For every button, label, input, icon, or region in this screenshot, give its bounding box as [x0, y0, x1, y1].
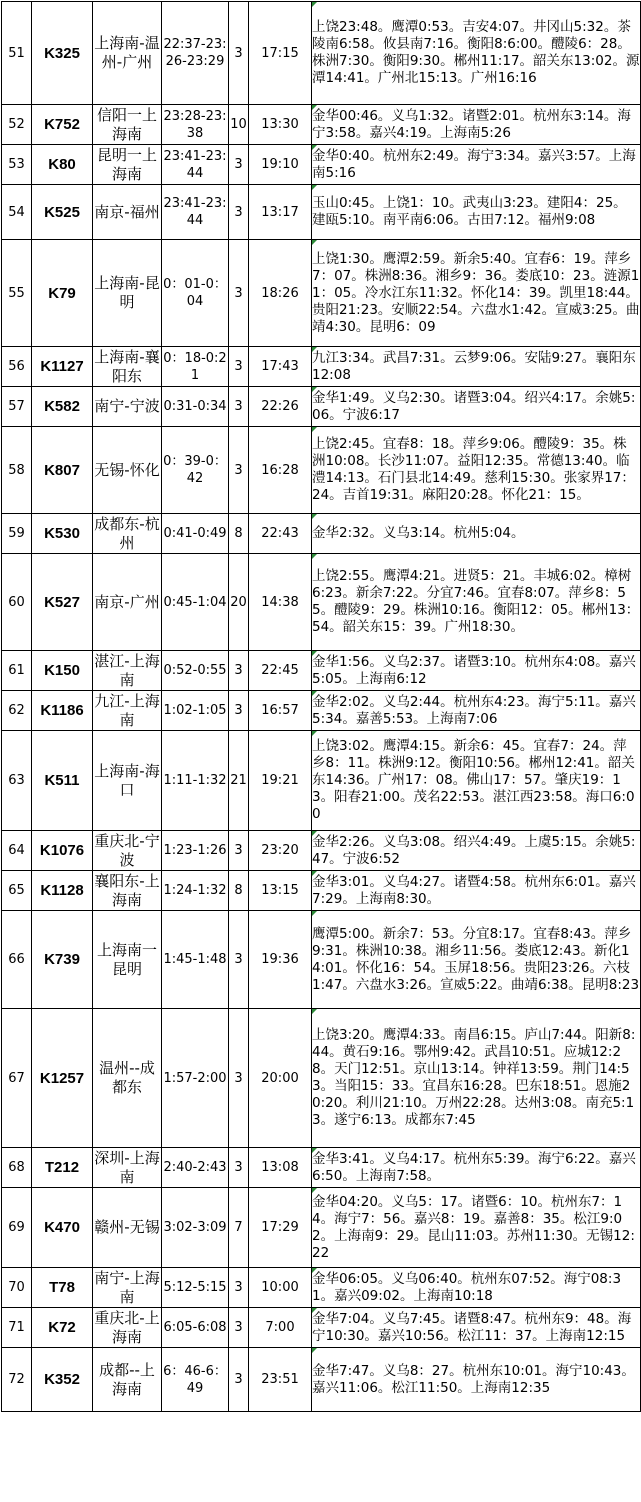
route: 上海南-昆明	[93, 240, 162, 347]
travel-duration: 16:28	[249, 427, 312, 514]
stop-minutes: 8	[229, 514, 249, 554]
arrival-departure-time: 23:28-23:38	[162, 105, 229, 145]
station-times: 玉山0:45。上饶1：10。武夷山3:23。建阳4：25。建瓯5:10。南平南6:06。古田7:12。福州9:08	[312, 185, 641, 240]
train-number: K352	[32, 1348, 93, 1412]
row-number: 62	[2, 691, 32, 731]
table-row	[2, 554, 641, 651]
route: 无锡-怀化	[93, 427, 162, 514]
stop-minutes: 3	[229, 145, 249, 185]
travel-duration: 18:26	[249, 240, 312, 347]
table-row	[2, 2, 641, 105]
station-times: 金华1:56。义乌2:37。诸暨3:10。杭州东4:08。嘉兴5:05。上海南6:12	[312, 651, 641, 691]
row-number: 65	[2, 871, 32, 911]
table-row	[2, 387, 641, 427]
route: 九江-上海南	[94, 691, 160, 729]
route: 上海南-海口	[93, 731, 162, 831]
row-number: 70	[2, 1268, 32, 1308]
table-row	[2, 731, 641, 831]
route: 重庆北-宁波	[94, 831, 160, 869]
travel-duration: 13:17	[249, 185, 312, 240]
stop-minutes: 3	[229, 651, 249, 691]
station-times: 上饶3:02。鹰潭4:15。新余6：45。宜春7：24。萍乡8：11。株洲9:12。衡阳10:56。郴州12:41。韶关东14:36。广州17：08。佛山17：57。肇庆19：13。阳春21:00。茂名22:53。湛江西23:58。海口6:00	[312, 731, 641, 831]
train-number: K525	[32, 185, 93, 240]
table-row	[2, 831, 641, 871]
train-number: K1257	[32, 1009, 93, 1148]
travel-duration: 19:21	[249, 731, 312, 831]
arrival-departure-time: 23:41-23:44	[162, 185, 229, 240]
arrival-departure-time: 22:37-23:26-23:29	[162, 2, 229, 105]
travel-duration: 17:15	[249, 2, 312, 105]
table-row	[2, 514, 641, 554]
route: 赣州-无锡	[93, 1188, 162, 1268]
arrival-departure-time: 6：46-6：49	[162, 1348, 229, 1412]
row-number: 56	[2, 347, 32, 387]
schedule-rows	[2, 2, 641, 1412]
arrival-departure-time: 0:45-1:04	[162, 554, 229, 651]
row-number: 67	[2, 1009, 32, 1148]
row-number: 54	[2, 185, 32, 240]
table-row	[2, 871, 641, 911]
train-number: K511	[32, 731, 93, 831]
stop-minutes: 3	[229, 240, 249, 347]
travel-duration: 13:08	[249, 1148, 312, 1188]
arrival-departure-time: 6:05-6:08	[162, 1308, 229, 1348]
arrival-departure-time: 1:24-1:32	[162, 871, 229, 911]
travel-duration: 20:00	[249, 1009, 312, 1148]
route: 湛江-上海南	[94, 651, 160, 689]
arrival-departure-time: 0:52-0:55	[162, 651, 229, 691]
stop-minutes: 3	[229, 1148, 249, 1188]
station-times: 上饶2:45。宜春8：18。萍乡9:06。醴陵9：35。株洲10:08。长沙11:07。益阳12:35。常德13:40。临澧14:13。石门县北14:49。慈利15:30。张家界17：24。吉首19:31。麻阳20:28。怀化21：15。	[312, 427, 641, 514]
train-number: K150	[32, 651, 93, 691]
travel-duration: 16:57	[249, 691, 312, 731]
travel-duration: 19:36	[249, 911, 312, 1009]
stop-minutes: 8	[229, 871, 249, 911]
arrival-departure-time: 1:23-1:26	[162, 831, 229, 871]
route: 重庆北-上海南	[94, 1308, 160, 1346]
train-number: K807	[32, 427, 93, 514]
stop-minutes: 21	[229, 731, 249, 831]
table-row	[2, 145, 641, 185]
table-row	[2, 911, 641, 1009]
row-number: 52	[2, 105, 32, 145]
row-number: 71	[2, 1308, 32, 1348]
train-number: K739	[32, 911, 93, 1009]
station-times: 金华3:01。义乌4:27。诸暨4:58。杭州东6:01。嘉兴7:29。上海南8:30。	[312, 871, 641, 911]
stop-minutes: 3	[229, 387, 249, 427]
arrival-departure-time: 0:41-0:49	[162, 514, 229, 554]
table-row	[2, 240, 641, 347]
table-row	[2, 347, 641, 387]
stop-minutes: 3	[229, 911, 249, 1009]
arrival-departure-time: 23:41-23:44	[162, 145, 229, 185]
arrival-departure-time: 2:40-2:43	[162, 1148, 229, 1188]
stop-minutes: 3	[229, 347, 249, 387]
travel-duration: 22:43	[249, 514, 312, 554]
table-row	[2, 427, 641, 514]
travel-duration: 14:38	[249, 554, 312, 651]
row-number: 63	[2, 731, 32, 831]
route: 南京-广州	[93, 554, 162, 651]
route: 成都--上海南	[93, 1348, 162, 1412]
stop-minutes: 3	[229, 1009, 249, 1148]
stop-minutes: 10	[229, 105, 249, 145]
train-number: K530	[32, 514, 93, 554]
arrival-departure-time: 3:02-3:09	[162, 1188, 229, 1268]
station-times: 金华7:47。义乌8：27。杭州东10:01。海宁10:43。嘉兴11:06。松江11:50。上海南12:35	[312, 1348, 641, 1412]
travel-duration: 23:20	[249, 831, 312, 871]
train-number: K527	[32, 554, 93, 651]
route: 深圳-上海南	[94, 1148, 160, 1186]
train-number: K325	[32, 2, 93, 105]
station-times: 九江3:34。武昌7:31。云梦9:06。安陆9:27。襄阳东12:08	[312, 347, 641, 387]
travel-duration: 17:43	[249, 347, 312, 387]
route: 南京-福州	[93, 185, 162, 240]
row-number: 64	[2, 831, 32, 871]
row-number: 61	[2, 651, 32, 691]
travel-duration: 23:51	[249, 1348, 312, 1412]
row-number: 69	[2, 1188, 32, 1268]
table-row	[2, 1348, 641, 1412]
train-number: K1128	[32, 871, 93, 911]
stop-minutes: 3	[229, 1348, 249, 1412]
travel-duration: 7:00	[249, 1308, 312, 1348]
row-number: 57	[2, 387, 32, 427]
arrival-departure-time: 0：18-0:21	[162, 347, 229, 387]
route: 成都东-杭州	[94, 514, 160, 552]
row-number: 55	[2, 240, 32, 347]
stop-minutes: 7	[229, 1188, 249, 1268]
station-times: 上饶23:48。鹰潭0:53。吉安4:07。井冈山5:32。茶陵南6:58。攸县南7:16。衡阳8:6:00。醴陵6：28。株洲7:30。衡阳9:30。郴州11:17。韶关东13:02。源潭14:41。广州北15:13。广州16:16	[312, 2, 641, 105]
arrival-departure-time: 0：01-0：04	[162, 240, 229, 347]
train-number: K582	[32, 387, 93, 427]
arrival-departure-time: 1:11-1:32	[162, 731, 229, 831]
station-times: 金华04:20。义乌5：17。诸暨6：10。杭州东7：14。海宁7：56。嘉兴8：19。嘉善8：35。松江9:02。上海南9：29。昆山11:03。苏州11:30。无锡12:22	[312, 1188, 641, 1268]
train-number: K1186	[32, 691, 93, 731]
station-times: 上饶3:20。鹰潭4:33。南昌6:15。庐山7:44。阳新8:44。黄石9:16。鄂州9:42。武昌10:51。应城12:28。天门12:51。京山13:14。钟祥13:59。荆门14:53。当阳15：33。宜昌东16:28。巴东18:51。恩施20:20。利川21:10。万州22:28。达州3:08。南充5:13。遂宁6:13。成都东7:45	[312, 1009, 641, 1148]
arrival-departure-time: 1:57-2:00	[162, 1009, 229, 1148]
route: 上海南-襄阳东	[94, 347, 160, 385]
train-number: K80	[32, 145, 93, 185]
row-number: 59	[2, 514, 32, 554]
row-number: 68	[2, 1148, 32, 1188]
station-times: 金华06:05。义乌06:40。杭州东07:52。海宁08:31。嘉兴09:02。上海南10:18	[312, 1268, 641, 1308]
stop-minutes: 3	[229, 427, 249, 514]
station-times: 金华2:32。义乌3:14。杭州5:04。	[312, 514, 641, 554]
arrival-departure-time: 1:45-1:48	[162, 911, 229, 1009]
table-row	[2, 691, 641, 731]
stop-minutes: 3	[229, 1308, 249, 1348]
train-schedule-table	[1, 1, 641, 1412]
train-number: K79	[32, 240, 93, 347]
table-row	[2, 105, 641, 145]
arrival-departure-time: 1:02-1:05	[162, 691, 229, 731]
route: 上海南-温州-广州	[93, 2, 162, 105]
station-times: 上饶2:55。鹰潭4:21。进贤5：21。丰城6:02。樟树6:23。新余7:22。分宜7:46。宜春8:07。萍乡8：55。醴陵9：29。株洲10:16。衡阳12：05。郴州13：54。韶关东15：39。广州18:30。	[312, 554, 641, 651]
table-row	[2, 1308, 641, 1348]
stop-minutes: 3	[229, 1268, 249, 1308]
travel-duration: 13:30	[249, 105, 312, 145]
travel-duration: 22:45	[249, 651, 312, 691]
stop-minutes: 3	[229, 185, 249, 240]
travel-duration: 19:10	[249, 145, 312, 185]
table-row	[2, 1188, 641, 1268]
train-number: K470	[32, 1188, 93, 1268]
row-number: 53	[2, 145, 32, 185]
table-row	[2, 651, 641, 691]
arrival-departure-time: 0:31-0:34	[162, 387, 229, 427]
route: 南宁-宁波	[93, 387, 162, 427]
row-number: 72	[2, 1348, 32, 1412]
train-number: T212	[32, 1148, 93, 1188]
station-times: 金华3:41。义乌4:17。杭州东5:39。海宁6:22。嘉兴6:50。上海南7:58。	[312, 1148, 641, 1188]
row-number: 51	[2, 2, 32, 105]
route: 襄阳东-上海南	[94, 871, 160, 909]
train-number: K1127	[32, 347, 93, 387]
route: 上海南一昆明	[93, 911, 162, 1009]
travel-duration: 13:15	[249, 871, 312, 911]
table-row	[2, 1148, 641, 1188]
row-number: 58	[2, 427, 32, 514]
train-number: K752	[32, 105, 93, 145]
row-number: 60	[2, 554, 32, 651]
arrival-departure-time: 0：39-0：42	[162, 427, 229, 514]
table-row	[2, 1268, 641, 1308]
table-row	[2, 1009, 641, 1148]
stop-minutes: 20	[229, 554, 249, 651]
route: 温州--成都东	[93, 1009, 162, 1148]
travel-duration: 22:26	[249, 387, 312, 427]
row-number: 66	[2, 911, 32, 1009]
station-times: 金华2:26。义乌3:08。绍兴4:49。上虞5:15。余姚5:47。宁波6:52	[312, 831, 641, 871]
travel-duration: 10:00	[249, 1268, 312, 1308]
station-times: 金华2:02。义乌2:44。杭州东4:23。海宁5:11。嘉兴5:34。嘉善5:53。上海南7:06	[312, 691, 641, 731]
stop-minutes: 3	[229, 831, 249, 871]
train-number: T78	[32, 1268, 93, 1308]
station-times: 上饶1:30。鹰潭2:59。新余5:40。宜春6：19。萍乡7：07。株洲8:36。湘乡9：36。娄底10：23。涟源11：05。冷水江东11:32。怀化14：39。凯里18:44。贵阳21:23。安顺22:54。六盘水1:42。宣威3:25。曲靖4:30。昆明6：09	[312, 240, 641, 347]
table-row	[2, 185, 641, 240]
route: 昆明一上海南	[93, 145, 162, 185]
station-times: 金华00:46。义乌1:32。诸暨2:01。杭州东3:14。海宁3:58。嘉兴4:19。上海南5:26	[312, 105, 641, 145]
train-number: K72	[32, 1308, 93, 1348]
station-times: 金华1:49。义乌2:30。诸暨3:04。绍兴4:17。余姚5:06。宁波6:17	[312, 387, 641, 427]
route: 南宁-上海南	[94, 1268, 160, 1306]
station-times: 金华7:04。义乌7:45。诸暨8:47。杭州东9：48。海宁10:30。嘉兴10:56。松江11：37。上海南12:15	[312, 1308, 641, 1348]
stop-minutes: 3	[229, 691, 249, 731]
station-times: 金华0:40。杭州东2:49。海宁3:34。嘉兴3:57。上海南5:16	[312, 145, 641, 185]
arrival-departure-time: 5:12-5:15	[162, 1268, 229, 1308]
train-number: K1076	[32, 831, 93, 871]
route: 信阳一上海南	[93, 105, 162, 145]
stop-minutes: 3	[229, 2, 249, 105]
station-times: 鹰潭5:00。新余7：53。分宜8:17。宜春8:43。萍乡9:31。株洲10:38。湘乡11:56。娄底12:43。新化14:01。怀化16：54。玉屏18:56。贵阳23:26。六枝1:47。六盘水3:26。宣威5:22。曲靖6:38。昆明8:23	[312, 911, 641, 1009]
travel-duration: 17:29	[249, 1188, 312, 1268]
